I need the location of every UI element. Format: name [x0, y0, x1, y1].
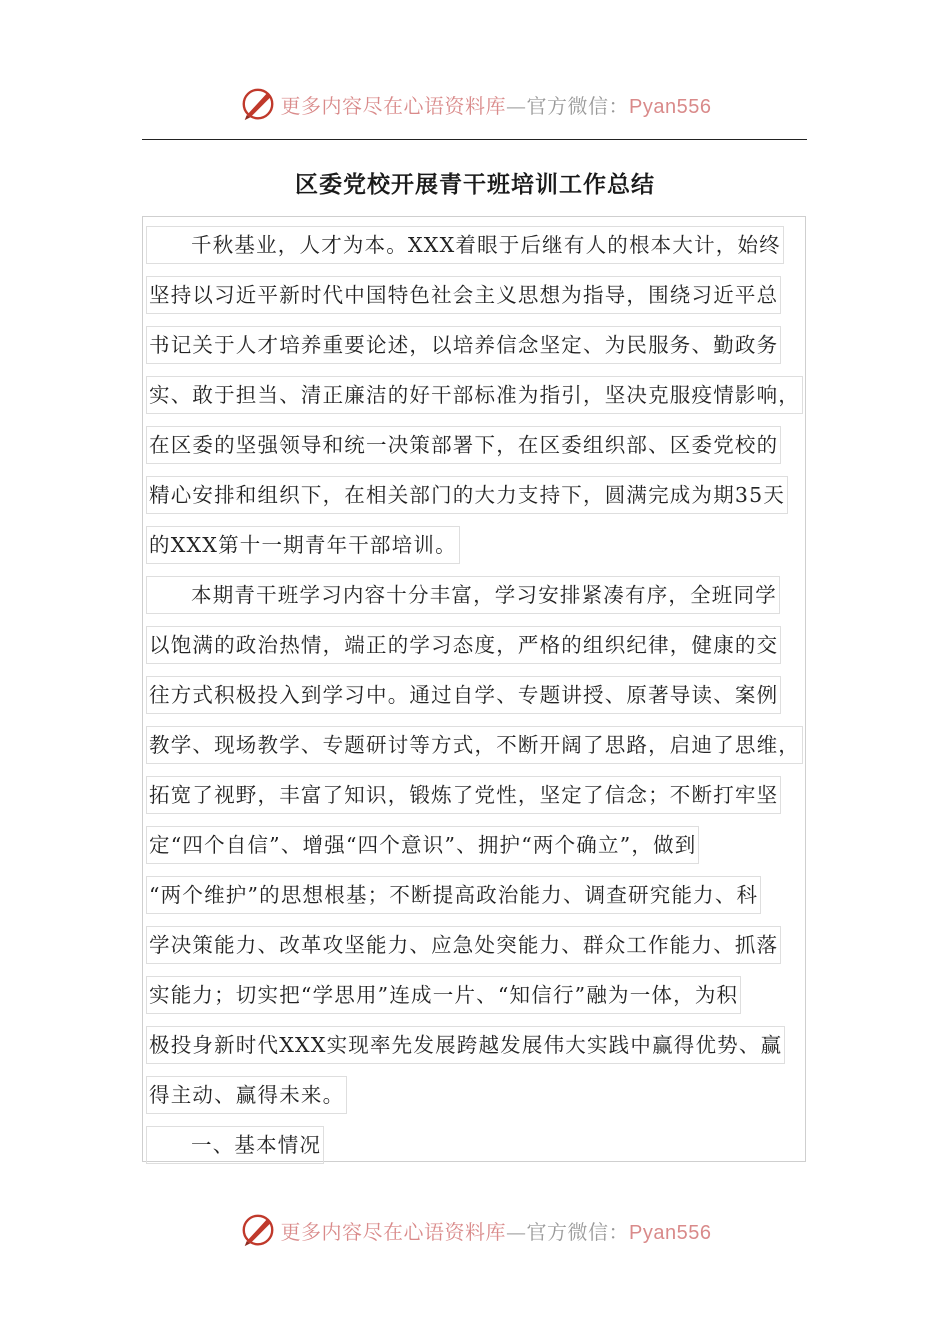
banner-wechat-id: Pyan556 [629, 1221, 712, 1244]
text-line [146, 974, 826, 1024]
text-line [146, 274, 826, 324]
text-line [146, 824, 826, 874]
text-line-content: 学决策能力、改革攻坚能力、应急处突能力、群众工作能力、抓落 [146, 926, 781, 964]
text-line [146, 724, 826, 774]
text-line-content: 本期青干班学习内容十分丰富，学习安排紧凑有序，全班同学 [146, 576, 780, 614]
text-line-content: 在区委的坚强领导和统一决策部署下，在区委组织部、区委党校的 [146, 426, 781, 464]
text-line-content: 书记关于人才培养重要论述，以培养信念坚定、为民服务、勤政务 [146, 326, 781, 364]
header-banner [0, 84, 950, 124]
text-line [146, 874, 826, 924]
banner-main: 更多内容尽在心语资料库 [280, 93, 507, 118]
banner-wechat-label: 官方微信： [526, 1219, 630, 1244]
text-line [146, 424, 826, 474]
text-line-content: 教学、现场教学、专题研讨等方式，不断开阔了思路，启迪了思维， [146, 726, 803, 764]
header-rule [142, 139, 807, 140]
text-line [146, 374, 826, 424]
text-line [146, 574, 826, 624]
text-line-content: 坚持以习近平新时代中国特色社会主义思想为指导，围绕习近平总 [146, 276, 781, 314]
pen-logo-icon [239, 1211, 277, 1249]
text-line-content: 以饱满的政治热情，端正的学习态度，严格的组织纪律，健康的交 [146, 626, 781, 664]
text-line [146, 1074, 826, 1124]
document-body [146, 224, 826, 1174]
text-line-content: 拓宽了视野，丰富了知识，锻炼了党性，坚定了信念；不断打牢坚 [146, 776, 781, 814]
text-line-content: 往方式积极投入到学习中。通过自学、专题讲授、原著导读、案例 [146, 676, 781, 714]
text-line-content: “两个维护”的思想根基；不断提高政治能力、调查研究能力、科 [146, 876, 761, 914]
text-line [146, 224, 826, 274]
banner-main: 更多内容尽在心语资料库 [280, 1219, 507, 1244]
text-line [146, 924, 826, 974]
footer-banner [0, 1210, 950, 1250]
text-line-content: 极投身新时代XXX实现率先发展跨越发展伟大实践中赢得优势、赢 [146, 1026, 785, 1064]
text-line-content: 实、敢于担当、清正廉洁的好干部标准为指引，坚决克服疫情影响， [146, 376, 803, 414]
text-line-content: 一、基本情况 [146, 1126, 324, 1164]
text-line [146, 624, 826, 674]
banner-text [281, 90, 712, 119]
document-title: 区委党校开展青干班培训工作总结 [295, 172, 655, 198]
pen-logo-icon [239, 85, 277, 123]
text-line-content: 得主动、赢得未来。 [146, 1076, 347, 1114]
banner-separator: — [506, 93, 527, 118]
text-line [146, 1024, 826, 1074]
banner-wechat-id: Pyan556 [629, 95, 712, 118]
text-line [146, 774, 826, 824]
text-line-content: 千秋基业，人才为本。XXX着眼于后继有人的根本大计，始终 [146, 226, 784, 264]
text-line [146, 1124, 826, 1174]
banner-separator: — [506, 1219, 527, 1244]
text-line-content: 定“四个自信”、增强“四个意识”、拥护“两个确立”，做到 [146, 826, 699, 864]
text-line-content: 的XXX第十一期青年干部培训。 [146, 526, 460, 564]
text-line-content: 实能力；切实把“学思用”连成一片、“知信行”融为一体，为积 [146, 976, 741, 1014]
text-line [146, 324, 826, 374]
text-line [146, 524, 826, 574]
banner-text [281, 1216, 712, 1245]
text-line-content: 精心安排和组织下，在相关部门的大力支持下，圆满完成为期35天 [146, 476, 788, 514]
banner-wechat-label: 官方微信： [526, 93, 630, 118]
text-line [146, 674, 826, 724]
text-line [146, 474, 826, 524]
